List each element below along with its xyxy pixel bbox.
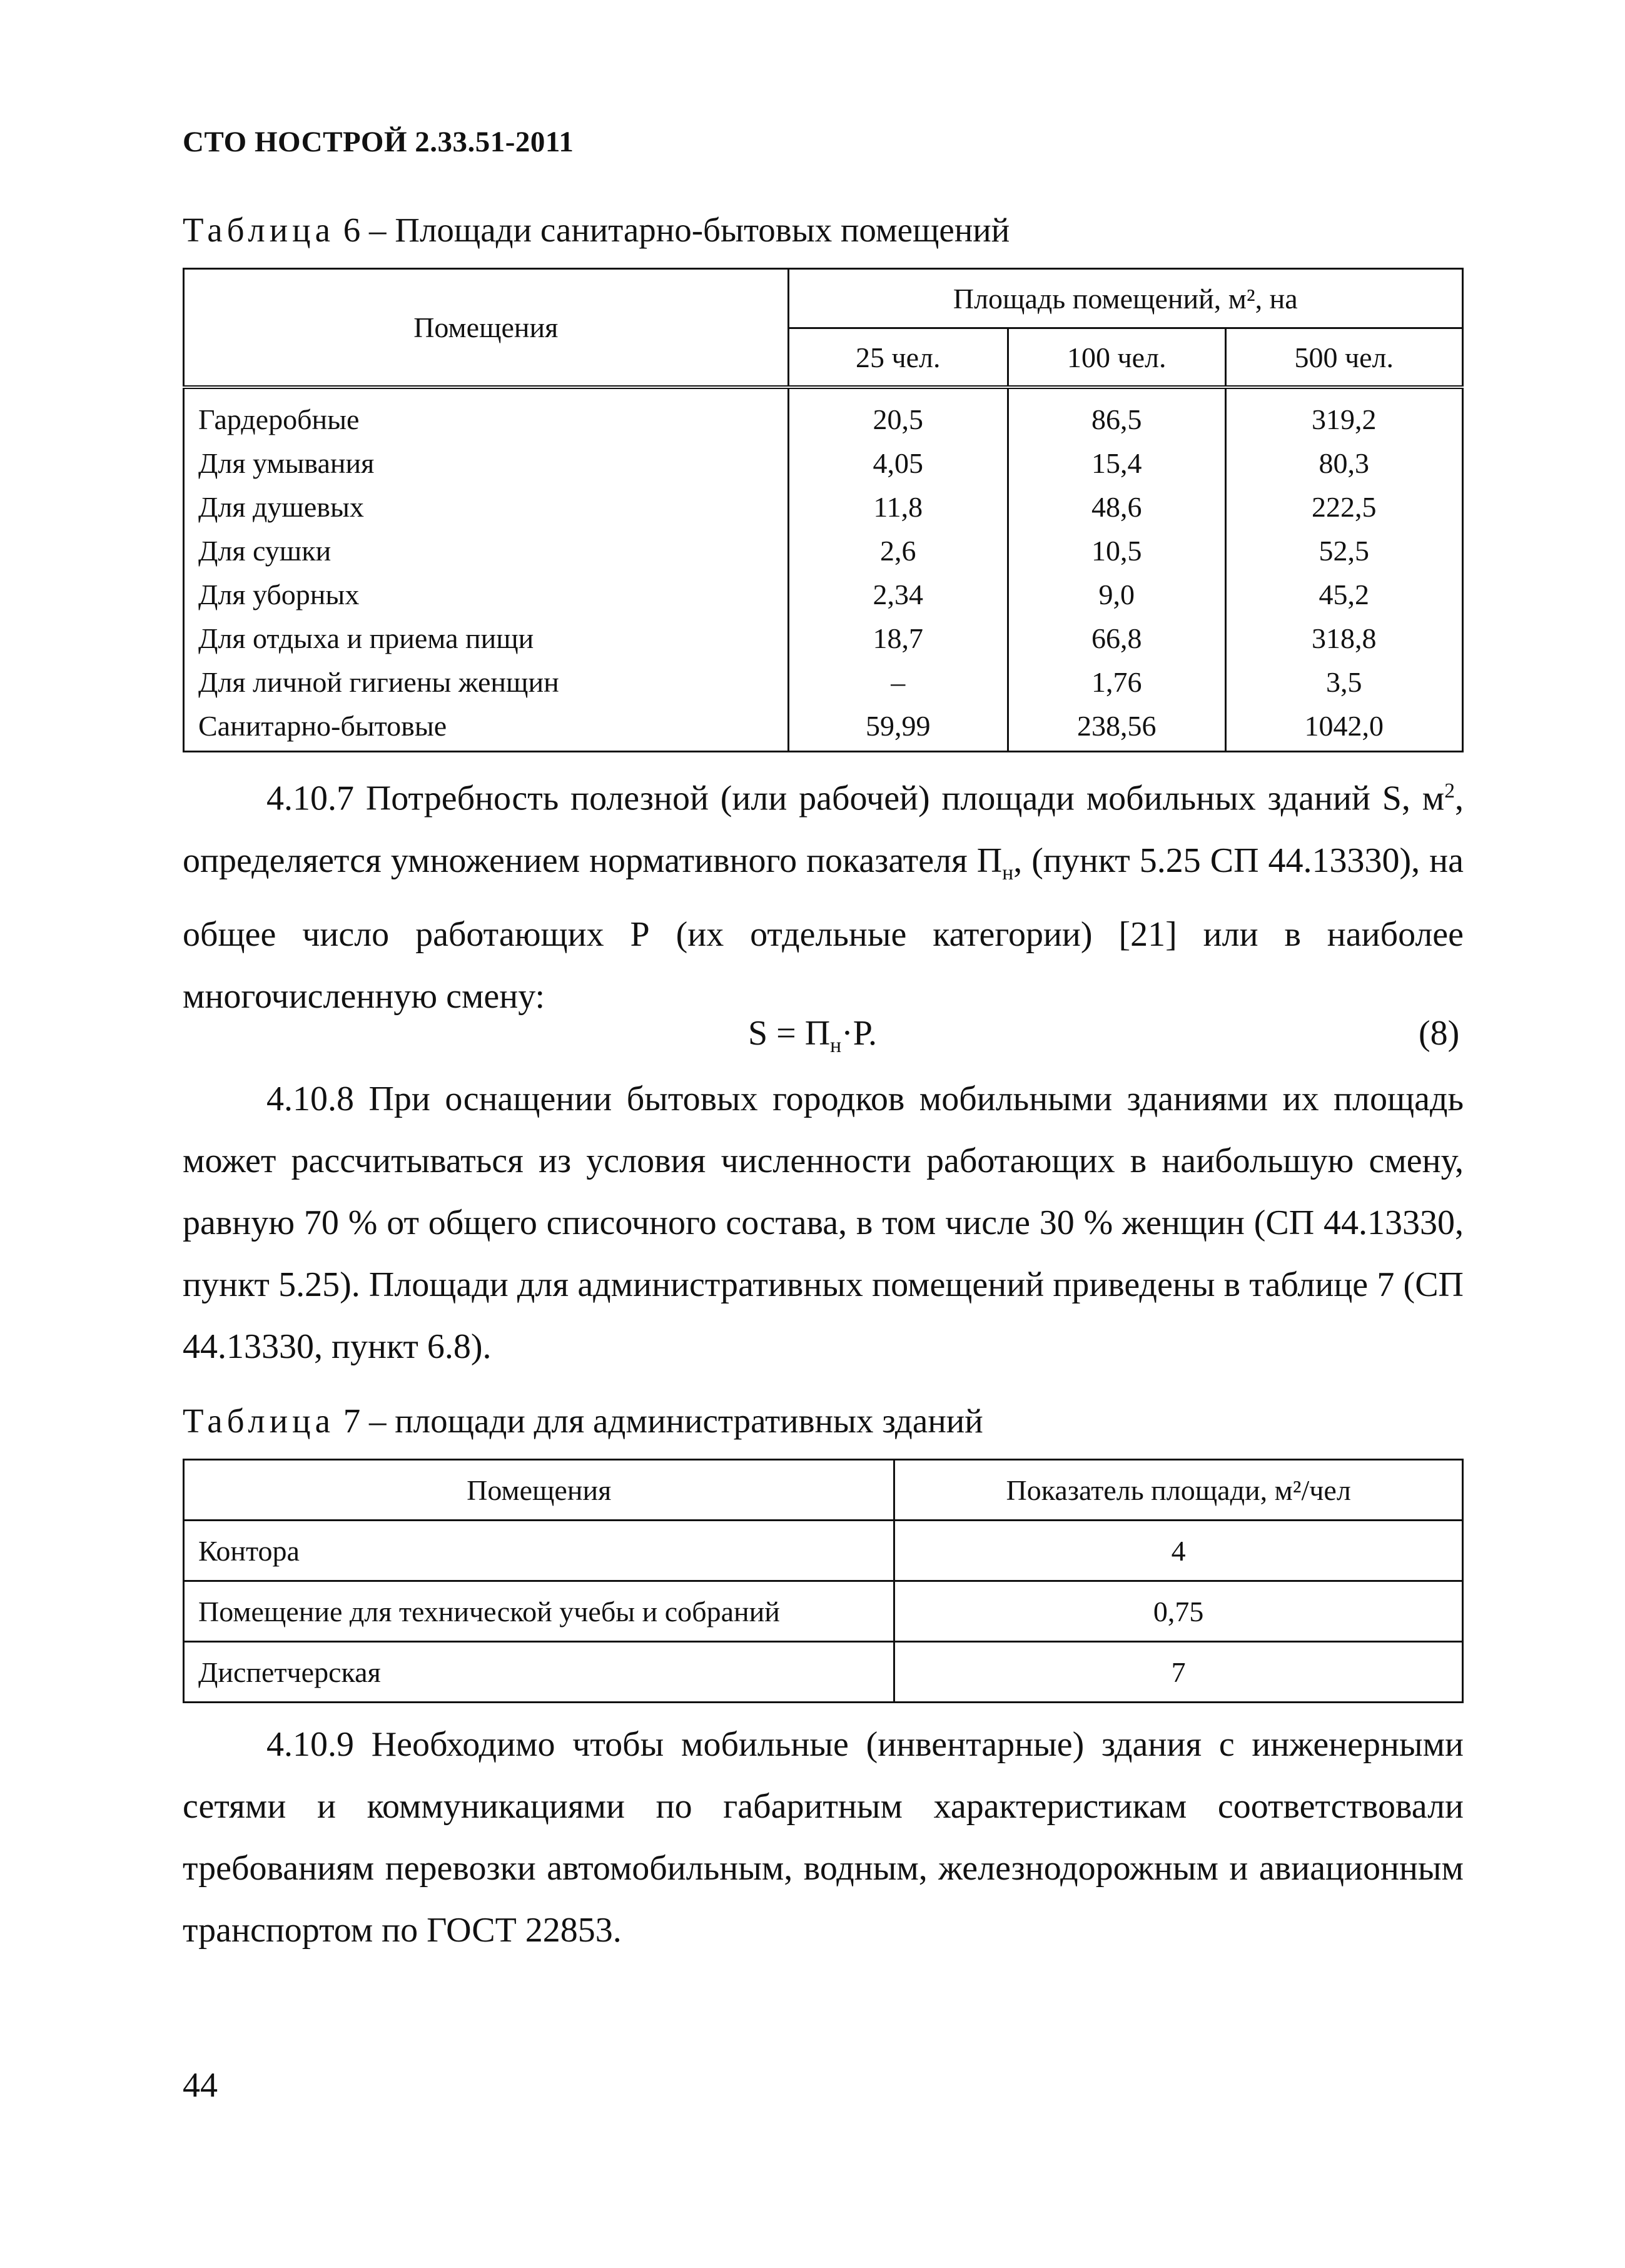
table-cell: Контора: [184, 1521, 894, 1581]
table-cell: 238,56: [1077, 710, 1157, 742]
formula-rhs: ·Р.: [841, 1014, 877, 1053]
table7-header-rooms: Помещения: [184, 1460, 894, 1521]
table-cell: 86,5: [1091, 403, 1142, 435]
para-text: , (пункт 5.25 СП 44.13330), на общее число работающих Р (их отдельные категории) [21] или в наиболее многочисленную смену:: [183, 841, 1464, 1016]
para-text: , определяется умножением нормативного показателя П: [183, 779, 1464, 880]
table7: [183, 1459, 1464, 1703]
table-cell: 80,3: [1319, 447, 1369, 479]
table-cell: Для сушки: [198, 535, 332, 567]
table-cell: Для личной гигиены женщин: [198, 666, 559, 698]
table-cell: 7: [894, 1642, 1463, 1703]
table-cell: 2,34: [873, 579, 923, 610]
paragraph-4-10-8: [183, 1068, 1464, 1378]
table6-col-500: [1225, 387, 1462, 752]
formula-lhs: S = П: [748, 1014, 831, 1053]
table6-header-rooms: Помещения: [184, 269, 789, 388]
table7-header-value: Показатель площади, м²/чел: [894, 1460, 1463, 1521]
superscript: 2: [1444, 779, 1455, 802]
table-cell: Для умывания: [198, 447, 375, 479]
table6: [183, 268, 1464, 752]
table-cell: 18,7: [873, 622, 923, 654]
table6-header-100: 100 чел.: [1008, 328, 1225, 388]
table-cell: 15,4: [1091, 447, 1142, 479]
table6-col-25: [788, 387, 1008, 752]
table-cell: –: [891, 666, 906, 698]
table6-body: [184, 387, 1463, 752]
formula-subscript: н: [830, 1034, 842, 1058]
table-cell: 3,5: [1326, 666, 1362, 698]
para-text: 4.10.9 Необходимо чтобы мобильные (инвентарные) здания с инженерными сетями и коммуникациями по габаритным характеристикам соответствовали требованиям перевозки автомобильным, водным, железнодорожным и авиационным транспортом по ГОСТ 22853.: [183, 1725, 1464, 1950]
table-cell: 20,5: [873, 403, 923, 435]
table-cell: Для уборных: [198, 579, 360, 610]
table-cell: 4,05: [873, 447, 923, 479]
table-row: [184, 1521, 1463, 1581]
paragraph-4-10-7: [183, 760, 1464, 1028]
document-header: СТО НОСТРОЙ 2.33.51-2011: [183, 126, 574, 158]
table-cell: 59,99: [866, 710, 931, 742]
table-cell: 45,2: [1319, 579, 1369, 610]
table-cell: 10,5: [1091, 535, 1142, 567]
table-cell: 52,5: [1319, 535, 1369, 567]
table-cell: Для отдыха и приема пищи: [198, 622, 534, 654]
table-cell: 319,2: [1312, 403, 1377, 435]
table-cell: 1,76: [1091, 666, 1142, 698]
table-cell: Помещение для технической учебы и собраний: [184, 1581, 894, 1642]
table-cell: 222,5: [1312, 491, 1377, 523]
table6-caption: [183, 210, 1010, 250]
table-row: [184, 1642, 1463, 1703]
table-cell: 48,6: [1091, 491, 1142, 523]
table-row: [184, 1581, 1463, 1642]
formula-8: [748, 1013, 877, 1058]
table-cell: Санитарно-бытовые: [198, 710, 447, 742]
table-cell: 9,0: [1098, 579, 1135, 610]
table-cell: 2,6: [880, 535, 916, 567]
table-cell: Для душевых: [198, 491, 364, 523]
table6-col-names: [184, 387, 789, 752]
table7-caption: [183, 1401, 983, 1440]
table-cell: 4: [894, 1521, 1463, 1581]
table-cell: Гардеробные: [198, 403, 360, 435]
table6-header-area: Площадь помещений, м², на: [788, 269, 1462, 328]
table7-caption-label: Таблица: [183, 1402, 335, 1440]
table7-caption-text: 7 – площади для административных зданий: [334, 1402, 983, 1440]
table6-caption-text: 6 – Площади санитарно-бытовых помещений: [334, 211, 1010, 249]
table-cell: 66,8: [1091, 622, 1142, 654]
table6-header-25: 25 чел.: [788, 328, 1008, 388]
formula-number: (8): [1419, 1014, 1460, 1053]
table6-col-100: [1008, 387, 1225, 752]
table-cell: 0,75: [894, 1581, 1463, 1642]
table-cell: 11,8: [873, 491, 923, 523]
table6-header-500: 500 чел.: [1225, 328, 1462, 388]
paragraph-4-10-9: [183, 1714, 1464, 1962]
table6-caption-label: Таблица: [183, 211, 335, 249]
page-number: 44: [183, 2066, 218, 2105]
table-cell: 1042,0: [1304, 710, 1384, 742]
table-cell: Диспетчерская: [184, 1642, 894, 1703]
table-cell: 318,8: [1312, 622, 1377, 654]
subscript: н: [1002, 861, 1014, 884]
para-text: 4.10.8 При оснащении бытовых городков мобильными зданиями их площадь может рассчитываться из условия численности работающих в наибольшую смену, равную 70 % от общего списочного состава, в том числе 30 % женщин (СП 44.13330, пункт 5.25). Площади для административных помещений приведены в таблице 7 (СП 44.13330, пункт 6.8).: [183, 1080, 1464, 1366]
para-text: 4.10.7 Потребность полезной (или рабочей) площади мобильных зданий S, м: [266, 779, 1445, 818]
